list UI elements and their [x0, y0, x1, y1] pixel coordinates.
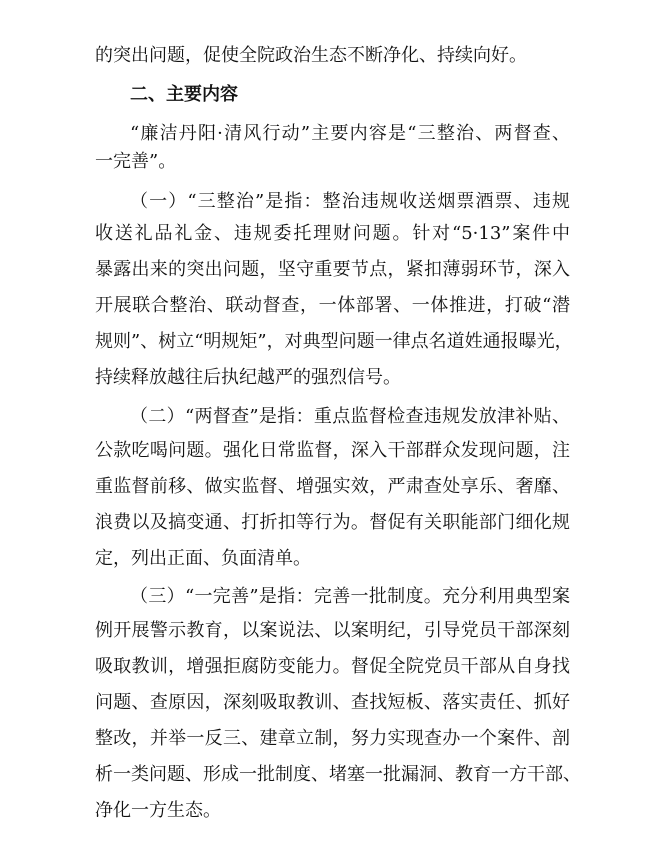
text-line-21: 析一类问题、形成一批制度、堵塞一批漏洞、教育一方干部、: [95, 764, 581, 785]
text-line-8: 开展联合整治、联动督查，一体部署、一体推进，打破“潜: [95, 295, 570, 316]
text-line-18: 吸取教训，增强拒腐防变能力。督促全院党员干部从自身找: [95, 656, 570, 677]
text-line-3: “廉洁丹阳·清风行动”主要内容是“三整治、两督查、: [130, 123, 570, 144]
text-line-16: （三）“一完善”是指：完善一批制度。充分利用典型案: [130, 586, 570, 607]
text-line-9: 规则”、树立“明规矩”，对典型问题一律点名道姓通报曝光，: [95, 331, 573, 352]
text-line-7: 暴露出来的突出问题，坚守重要节点，紧扣薄弱环节，深入: [95, 259, 570, 280]
text-line-17: 例开展警示教育，以案说法、以案明纪，引导党员干部深刻: [95, 620, 570, 641]
text-line-15: 定，列出正面、负面清单。: [95, 548, 311, 569]
text-line-4: 一完善”。: [95, 151, 177, 172]
text-line-11: （二）“两督查”是指：重点监督检查违规发放津补贴、: [130, 406, 570, 427]
text-line-10: 持续释放越往后执纪越严的强烈信号。: [95, 367, 401, 388]
section-heading: 二、主要内容: [130, 84, 238, 105]
text-line-12: 公款吃喝问题。强化日常监督，深入干部群众发现问题，注: [95, 440, 570, 461]
text-line-6: 收送礼品礼金、违规委托理财问题。针对“5·13”案件中: [95, 223, 570, 244]
text-line-5: （一）“三整治”是指：整治违规收送烟票酒票、违规: [130, 191, 570, 212]
text-line-20: 整改，并举一反三、建章立制，努力实现查办一个案件、剖: [95, 728, 570, 749]
text-line-22: 净化一方生态。: [95, 800, 221, 821]
text-line-14: 浪费以及搞变通、打折扣等行为。督促有关职能部门细化规: [95, 512, 570, 533]
text-line-13: 重监督前移、做实监督、增强实效，严肃查处享乐、奢靡、: [95, 476, 570, 497]
text-line-19: 问题、查原因，深刻吸取教训、查找短板、落实责任、抓好: [95, 692, 570, 713]
text-line-1: 的突出问题，促使全院政治生态不断净化、持续向好。: [95, 45, 527, 66]
